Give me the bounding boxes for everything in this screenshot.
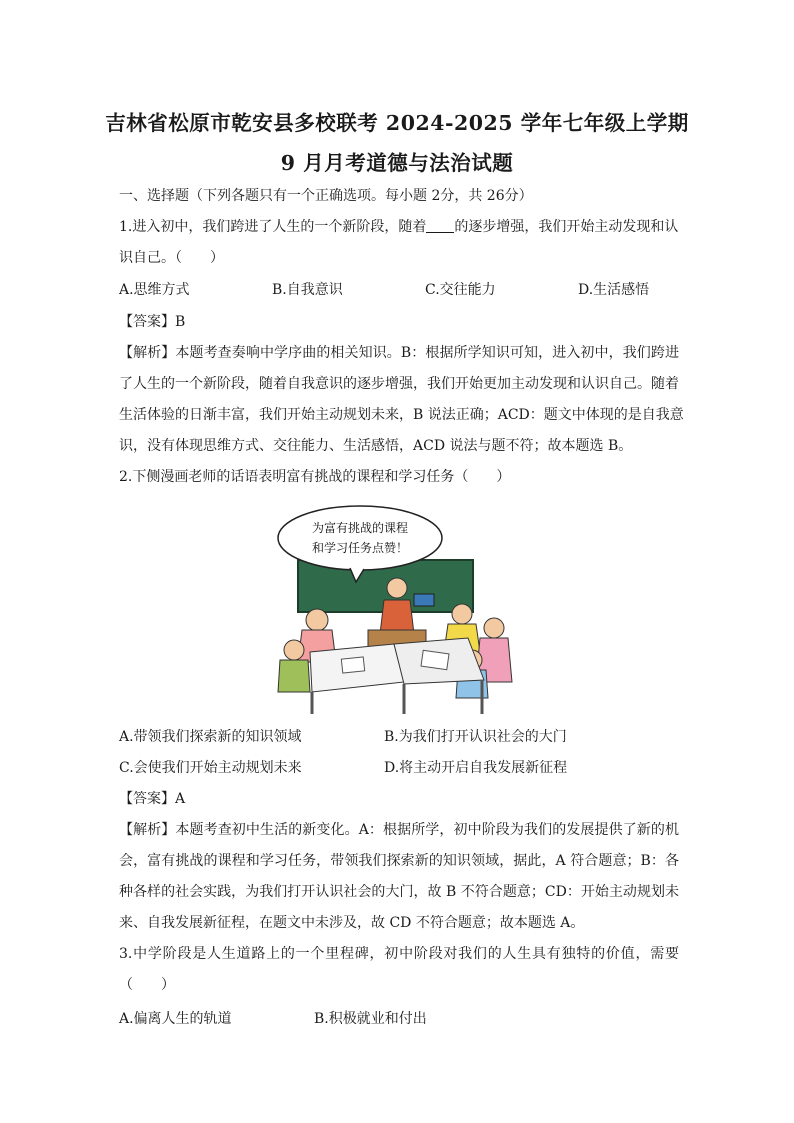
q3-stem-line2: （ ） [119,977,175,993]
q1-stem-part1: 1.进入初中，我们跨进了人生的一个新阶段，随着 [119,219,427,235]
student-head [452,604,472,624]
q1-option-c: C.交往能力 [425,282,496,298]
q2-option-a: A.带领我们探索新的知识领域 [119,729,302,745]
q1-answer: 【答案】B [119,314,186,330]
exam-title-line1: 吉林省松原市乾安县多校联考 2024-2025 学年七年级上学期 [105,111,689,135]
teacher-body [380,600,414,634]
speech-bubble [278,506,442,570]
section-heading: 一、选择题（下列各题只有一个正确选项。每小题 2分，共 26分） [119,188,533,204]
q1-option-d: D.生活感悟 [578,282,650,298]
q1-analysis-line1: 【解析】本题考查奏响中学序曲的相关知识。B：根据所学知识可知，进入初中，我们跨进 [119,345,679,361]
teacher-head [387,578,407,598]
q1-blank [426,218,454,233]
q2-option-c: C.会使我们开始主动规划未来 [119,760,302,776]
q3-option-a: A.偏离人生的轨道 [119,1011,232,1027]
q1-option-a: A.思维方式 [119,282,190,298]
q2-analysis-line1: 【解析】本题考查初中生活的新变化。A：根据所学，初中阶段为我们的发展提供了新的机 [119,822,679,838]
paper [421,650,449,669]
exam-title-line2: 9 月月考道德与法治试题 [280,151,514,175]
q2-analysis-line2: 会，富有挑战的课程和学习任务，带领我们探索新的知识领域，据此，A 符合题意；B：各 [119,853,679,869]
q1-analysis-line4: 识，没有体现思维方式、交往能力、生活感悟，ACD 说法与题不符；故本题选 B。 [119,438,633,454]
q1-analysis-line3: 生活体验的日渐丰富，我们开始主动规划未来，B 说法正确；ACD：题文中体现的是自我意 [119,407,684,423]
q3-stem-line1: 3.中学阶段是人生道路上的一个里程碑，初中阶段对我们的人生具有独特的价值，需要 [119,946,679,962]
student-head [484,618,504,638]
q2-stem: 2.下侧漫画老师的话语表明富有挑战的课程和学习任务（ ） [119,469,511,485]
bubble-text-line2: 和学习任务点赞！ [311,541,409,555]
student-head [284,640,304,660]
q2-option-d: D.将主动开启自我发展新征程 [384,760,568,776]
q1-option-b: B.自我意识 [272,282,343,298]
classroom-cartoon [272,502,522,714]
q1-analysis-line2: 了人生的一个新阶段，随着自我意识的逐步增强，我们开始更加主动发现和认识自己。随着 [119,376,679,392]
q1-stem-line2: 识自己。（ ） [119,250,224,266]
q1-stem-part2: 的逐步增强，我们开始主动发现和认 [454,219,679,235]
classroom-cartoon-svg [272,502,522,714]
q2-answer: 【答案】A [119,791,186,807]
q3-option-b: B.积极就业和付出 [314,1011,427,1027]
q1-stem-line1 [119,217,679,237]
q2-option-b: B.为我们打开认识社会的大门 [384,729,567,745]
bubble-text-line1: 为富有挑战的课程 [311,521,409,535]
q2-analysis-line3: 种各样的社会实践，为我们打开认识社会的大门，故 B 不符合题意；CD：开始主动规划未 [119,884,679,900]
teacher-book [414,594,434,606]
student-head [306,609,328,631]
paper [341,657,364,673]
q2-analysis-line4: 来、自我发展新征程，在题文中未涉及，故 CD 不符合题意；故本题选 A。 [119,915,585,931]
student-body [278,660,310,692]
